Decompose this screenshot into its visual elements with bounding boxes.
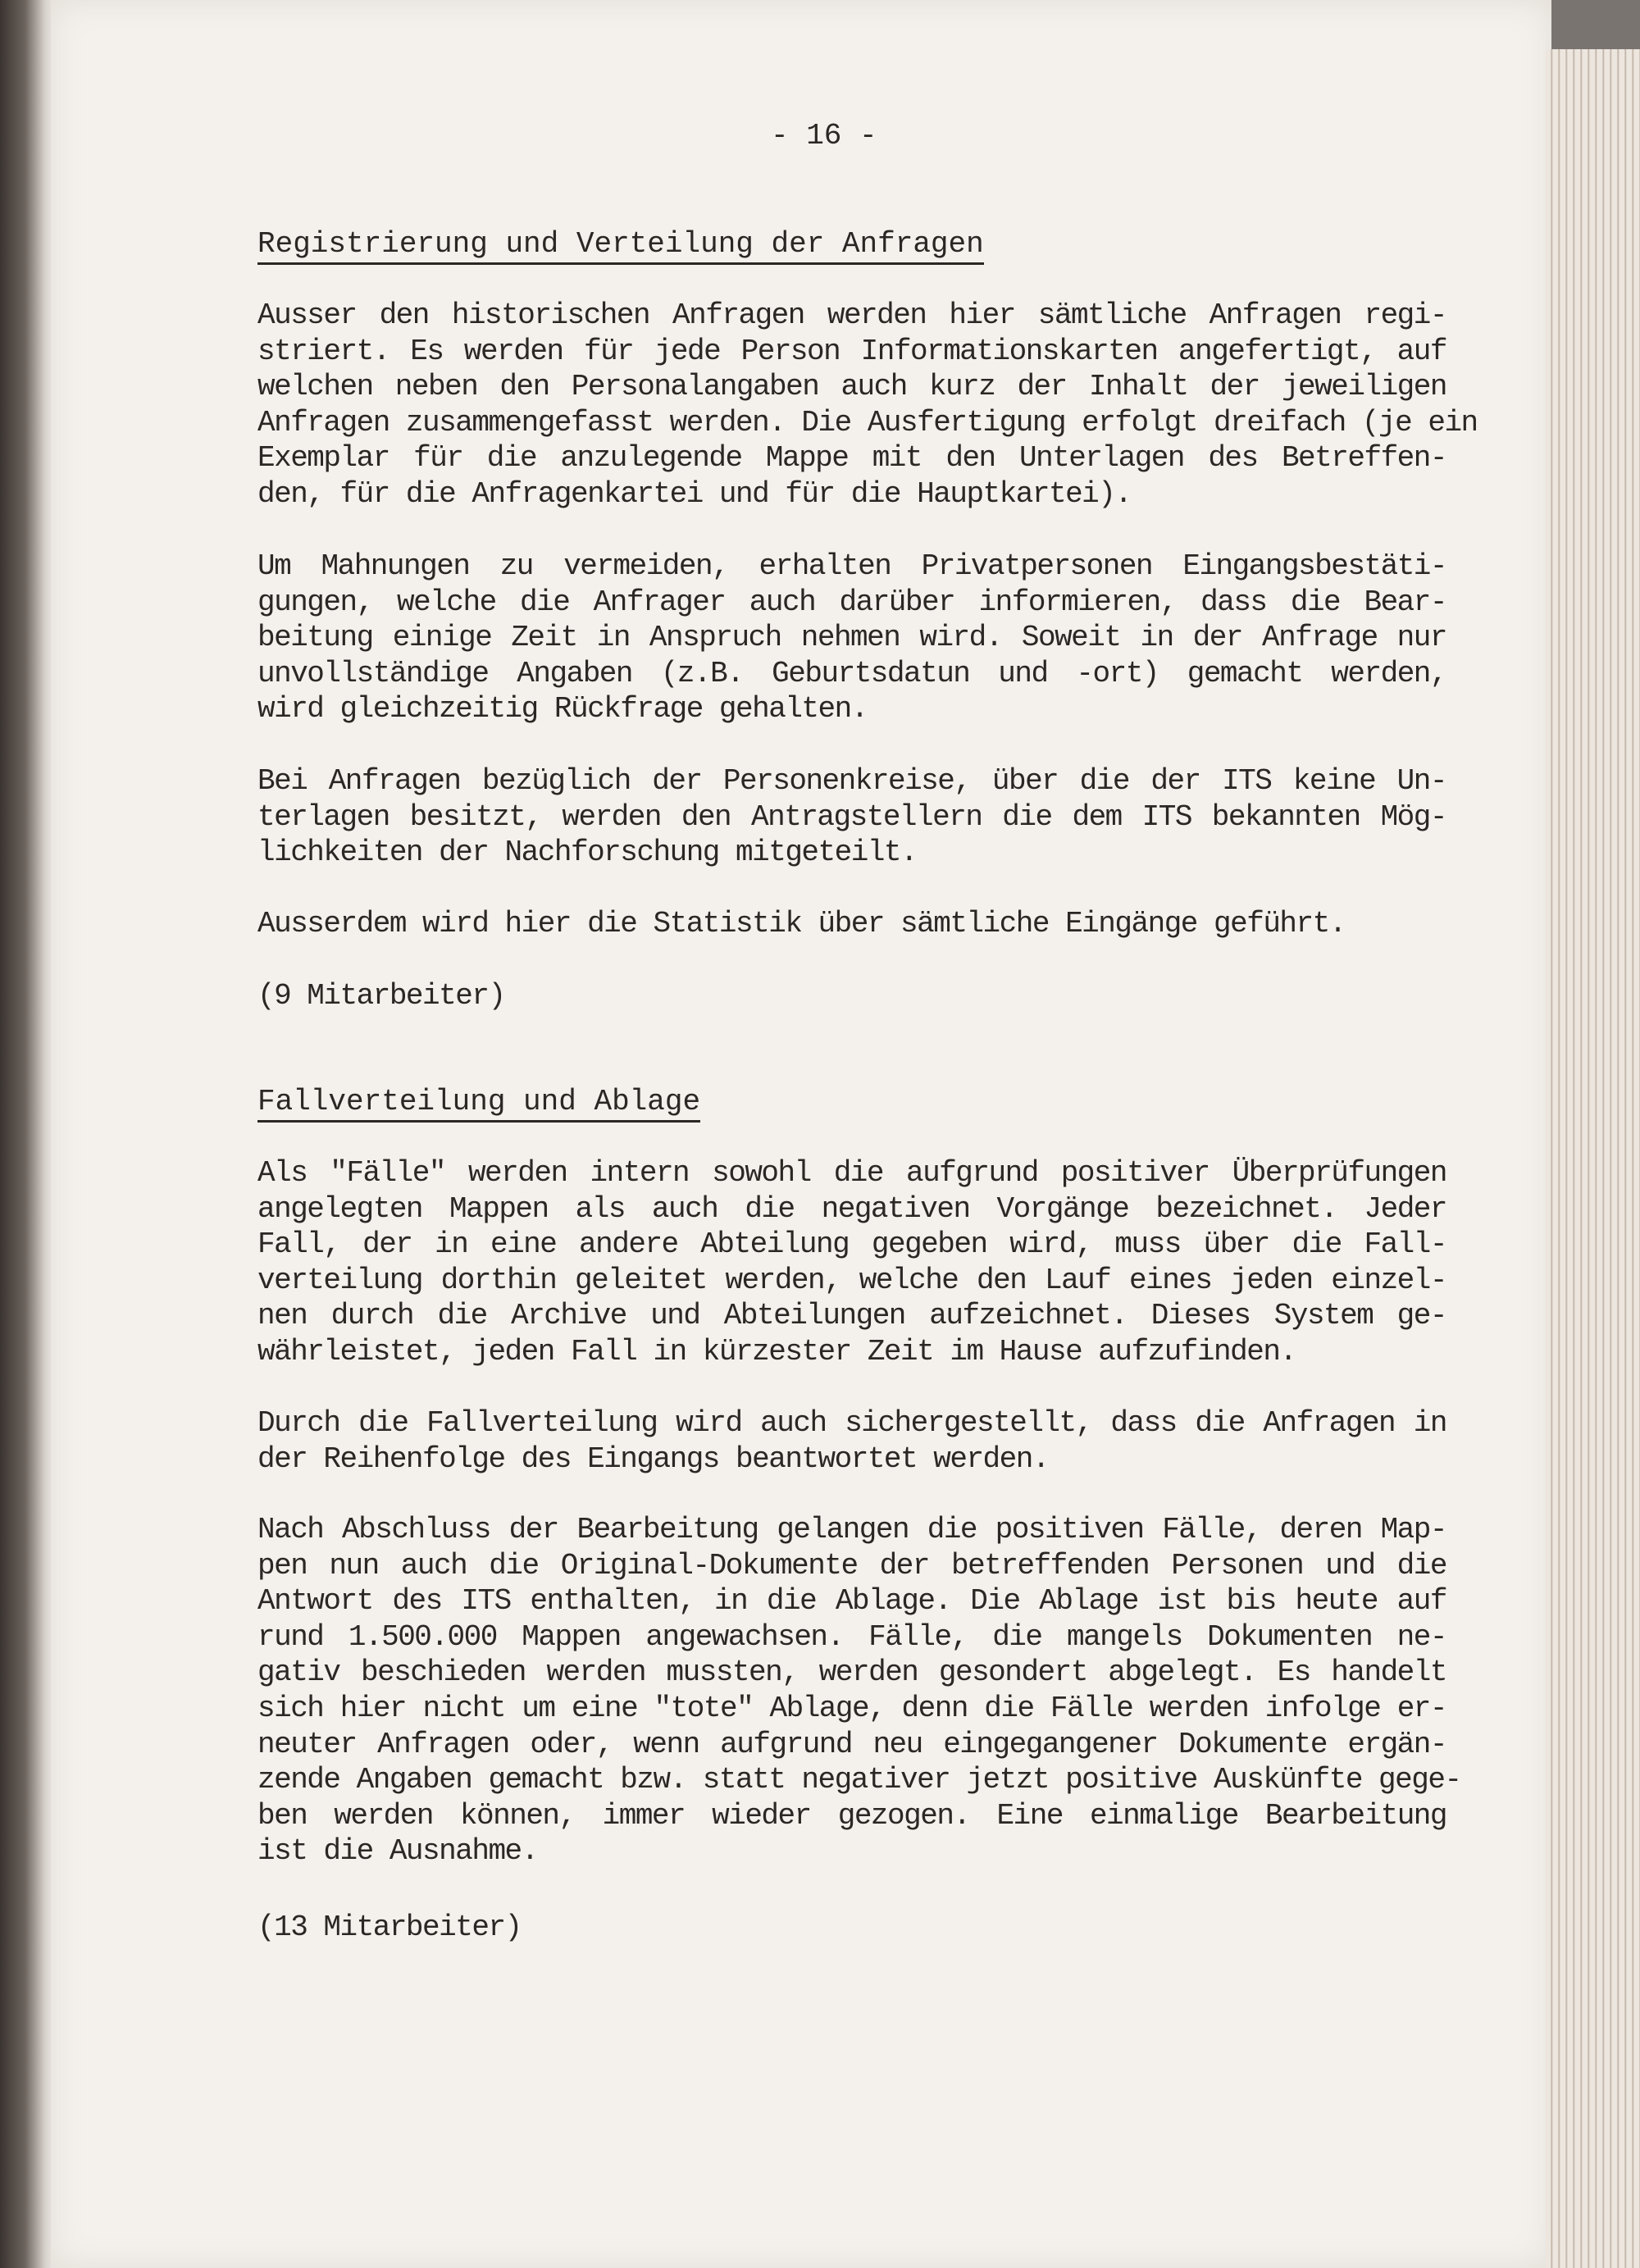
binding-edge — [0, 0, 57, 2268]
text-line: neuter Anfragen oder, wenn aufgrund neu eingegangener Dokumente ergän- — [257, 1727, 1446, 1761]
text-line: (13 Mitarbeiter) — [257, 1910, 522, 1944]
text-line: angelegten Mappen als auch die negativen Vorgänge bezeichnet. Jeder — [257, 1191, 1446, 1226]
section-heading-fallverteilung: Fallverteilung und Ablage — [257, 1086, 700, 1123]
text-line: welchen neben den Personalangaben auch kurz der Inhalt der jeweiligen — [257, 370, 1446, 404]
text-line: Um Mahnungen zu vermeiden, erhalten Privatpersonen Eingangsbestäti- — [257, 549, 1446, 583]
text-line: ist die Ausnahme. — [257, 1834, 538, 1869]
text-line: Nach Abschluss der Bearbeitung gelangen die positiven Fälle, deren Map- — [257, 1513, 1446, 1546]
text-line: Ausser den historischen Anfragen werden hier sämtliche Anfragen regi- — [257, 298, 1446, 332]
text-line: terlagen besitzt, werden den Antragstellern die dem ITS bekannten Mög- — [257, 799, 1446, 834]
text-line: zende Angaben gemacht bzw. statt negativer jetzt positive Auskünfte gege- — [257, 1763, 1461, 1797]
text-line: gativ beschieden werden mussten, werden gesondert abgelegt. Es handelt — [257, 1655, 1446, 1690]
text-line: währleistet, jeden Fall in kürzester Zeit im Hause aufzufinden. — [257, 1334, 1296, 1369]
text-line: pen nun auch die Original-Dokumente der betreffenden Personen und die — [257, 1548, 1446, 1583]
text-line: unvollständige Angaben (z.B. Geburtsdatun und -ort) gemacht werden, — [257, 656, 1446, 690]
page-stack-edge — [1546, 49, 1640, 2268]
text-line: Durch die Fallverteilung wird auch sichergestellt, dass die Anfragen in — [257, 1406, 1446, 1440]
text-line: gungen, welche die Anfrager auch darüber informieren, dass die Bear- — [257, 585, 1446, 619]
text-line: sich hier nicht um eine "tote" Ablage, denn die Fälle werden infolge er- — [257, 1691, 1446, 1725]
paragraph — [257, 298, 1478, 512]
text-line: den, für die Anfragenkartei und für die Hauptkartei). — [257, 476, 1132, 511]
text-line: (9 Mitarbeiter) — [257, 979, 505, 1013]
staff-count — [257, 978, 1446, 1014]
text-line: der Reihenfolge des Eingangs beantwortet werden. — [257, 1441, 1049, 1476]
staff-count — [257, 1910, 1446, 1946]
text-line: lichkeiten der Nachforschung mitgeteilt. — [257, 836, 918, 870]
text-line: striert. Es werden für jede Person Informationskarten angefertigt, auf — [257, 334, 1446, 368]
text-line: Exemplar für die anzulegende Mappe mit den Unterlagen des Betreffen- — [257, 441, 1446, 476]
section-heading-registrierung: Registrierung und Verteilung der Anfragen — [257, 228, 984, 265]
text-line: beitung einige Zeit in Anspruch nehmen wird. Soweit in der Anfrage nur — [257, 621, 1446, 655]
text-line: Antwort des ITS enthalten, in die Ablage. Die Ablage ist bis heute auf — [257, 1584, 1446, 1619]
paragraph — [257, 549, 1446, 727]
paragraph — [257, 906, 1446, 942]
page-number: - 16 - — [771, 119, 877, 153]
text-line: Fall, der in eine andere Abteilung gegeben wird, muss über die Fall- — [257, 1227, 1446, 1262]
paragraph — [257, 1512, 1461, 1870]
text-line: verteilung dorthin geleitet werden, welche den Lauf eines jeden einzel- — [257, 1263, 1446, 1297]
text-line: rund 1.500.000 Mappen angewachsen. Fälle, die mangels Dokumenten ne- — [257, 1619, 1446, 1654]
text-line: Bei Anfragen bezüglich der Personenkreise, über die der ITS keine Un- — [257, 764, 1446, 798]
paragraph — [257, 1155, 1446, 1370]
text-line: Anfragen zusammengefasst werden. Die Ausfertigung erfolgt dreifach (je ein — [257, 405, 1478, 439]
text-line: nen durch die Archive und Abteilungen aufzeichnet. Dieses System ge- — [257, 1299, 1446, 1333]
text-line: Als "Fälle" werden intern sowohl die aufgrund positiver Überprüfungen — [257, 1156, 1446, 1190]
paragraph — [257, 763, 1446, 871]
paragraph — [257, 1405, 1446, 1477]
text-line: ben werden können, immer wieder gezogen. Eine einmalige Bearbeitung — [257, 1798, 1446, 1833]
text-line: wird gleichzeitig Rückfrage gehalten. — [257, 692, 868, 726]
text-line: Ausserdem wird hier die Statistik über sämtliche Eingänge geführt. — [257, 907, 1346, 940]
